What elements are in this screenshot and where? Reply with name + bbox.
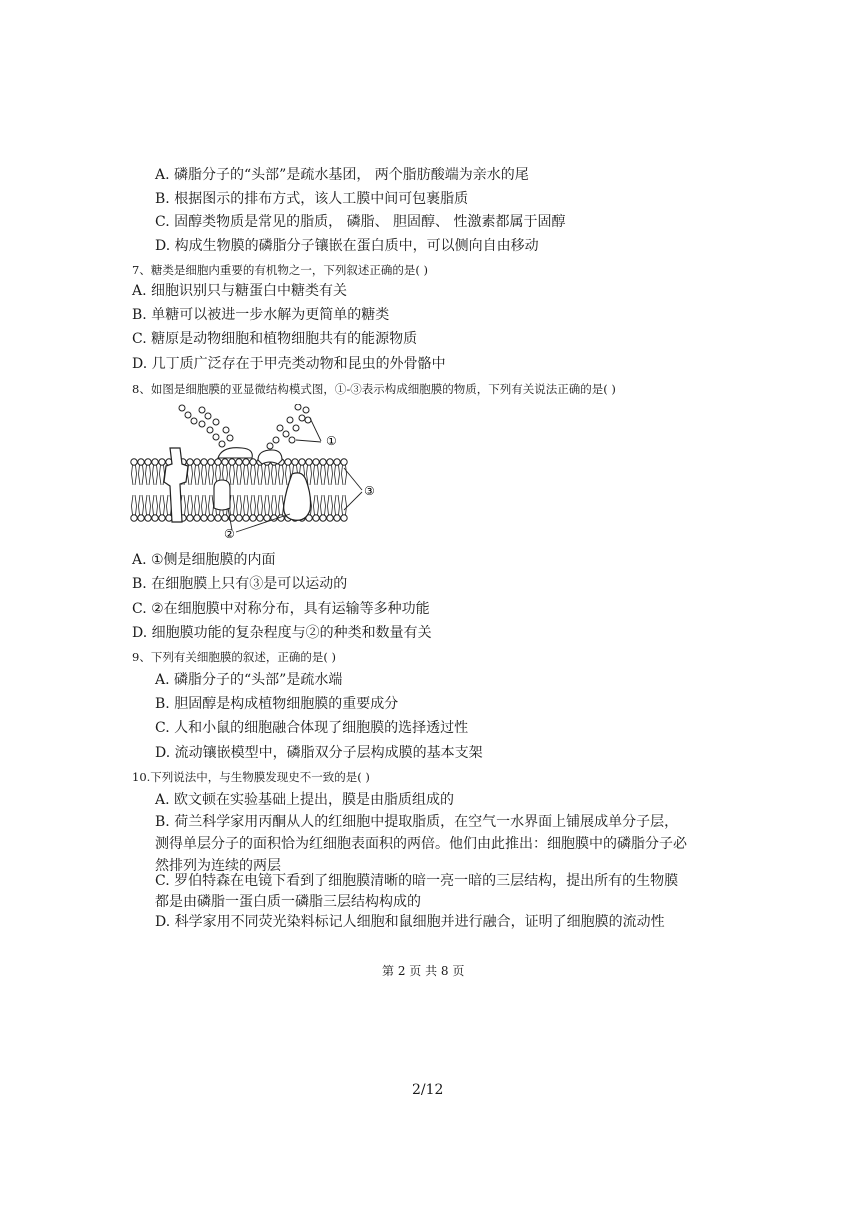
phospholipid-tail — [209, 495, 214, 515]
q6-option-d: D. 构成生物膜的磷脂分子镶嵌在蛋白质中，可以侧向自由移动 — [155, 238, 539, 254]
phospholipid-head-inner — [131, 515, 137, 521]
phospholipid-head-outer — [215, 459, 221, 465]
phospholipid-tail — [195, 465, 200, 485]
phospholipid-tail — [230, 465, 235, 485]
phospholipid-tail — [251, 495, 256, 515]
q9-option-a: A. 磷脂分子的“头部”是疏水端 — [155, 672, 343, 688]
q8-option-d: D. 细胞膜功能的复杂程度与②的种类和数量有关 — [132, 625, 432, 641]
phospholipid-head-inner — [208, 515, 214, 521]
phospholipid-tail — [132, 465, 137, 485]
q6-option-a: A. 磷脂分子的“头部”是疏水基团， 两个脂肪酸端为亲水的尾 — [155, 167, 529, 183]
cell-membrane-diagram — [130, 404, 390, 540]
phospholipid-head-inner — [236, 515, 242, 521]
phospholipid-head-inner — [327, 515, 333, 521]
phospholipid-head-outer — [250, 459, 256, 465]
q7-stem: 7、糖类是细胞内重要的有机物之一，下列叙述正确的是( ) — [132, 263, 428, 277]
q8-option-b: B. 在细胞膜上只有③是可以运动的 — [132, 576, 348, 592]
page-footer: 第 2 页 共 8 页 — [382, 964, 465, 978]
q10-option-b-line2: 测得单层分子的面积恰为红细胞表面积的两倍。他们由此推出：细胞膜中的磷脂分子必 — [155, 836, 687, 852]
q8-stem: 8、如图是细胞膜的亚显微结构模式图，①-③表示构成细胞膜的物质，下列有关说法正确的是( ) — [132, 382, 616, 396]
phospholipid-tail — [279, 495, 284, 515]
phospholipid-tail — [202, 465, 207, 485]
label-2: ② — [224, 527, 235, 540]
q10-option-d: D. 科学家用不同荧光染料标记人细胞和鼠细胞并进行融合，证明了细胞膜的流动性 — [155, 914, 665, 930]
q10-option-b-line1: B. 荷兰科学家用丙酮从人的红细胞中提取脂质，在空气一水界面上铺展成单分子层， — [155, 814, 679, 830]
q8-option-c: C. ②在细胞膜中对称分布，具有运输等多种功能 — [132, 601, 430, 617]
phospholipid-head-inner — [201, 515, 207, 521]
phospholipid-head-inner — [313, 515, 319, 521]
phospholipid-head-outer — [131, 459, 137, 465]
q9-option-b: B. 胆固醇是构成植物细胞膜的重要成分 — [155, 696, 399, 712]
phospholipid-tail — [244, 465, 249, 485]
peripheral-protein — [218, 448, 252, 458]
phospholipid-head-inner — [152, 515, 158, 521]
phospholipid-tail — [237, 465, 242, 485]
phospholipid-head-outer — [341, 459, 347, 465]
phospholipid-head-outer — [145, 459, 151, 465]
phospholipid-tail — [139, 495, 144, 515]
phospholipid-tail — [202, 495, 207, 515]
phospholipid-head-inner — [194, 515, 200, 521]
phospholipid-head-inner — [159, 515, 165, 521]
phospholipid-tail — [160, 495, 165, 515]
phospholipid-tail — [265, 495, 270, 515]
phospholipid-head-inner — [250, 515, 256, 521]
phospholipid-head-outer — [320, 459, 326, 465]
phospholipid-head-outer — [285, 459, 291, 465]
label-1: ① — [326, 434, 337, 448]
phospholipid-head-outer — [306, 459, 312, 465]
phospholipid-tail — [328, 495, 333, 515]
q7-option-a: A. 细胞识别只与糖蛋白中糖类有关 — [132, 283, 348, 299]
phospholipid-head-inner — [334, 515, 340, 521]
q9-option-c: C. 人和小鼠的细胞融合体现了细胞膜的选择透过性 — [155, 720, 469, 736]
phospholipid-tail — [251, 465, 256, 485]
phospholipid-tail — [132, 495, 137, 515]
q10-stem: 10.下列说法中，与生物膜发现史不一致的是( ) — [132, 770, 370, 784]
phospholipid-head-outer — [138, 459, 144, 465]
q9-stem: 9、下列有关细胞膜的叙述，正确的是( ) — [132, 650, 336, 664]
phospholipid-tail — [279, 465, 284, 485]
phospholipid-head-inner — [187, 515, 193, 521]
phospholipid-head-inner — [243, 515, 249, 521]
phospholipid-tail — [265, 465, 270, 485]
phospholipid-head-outer — [327, 459, 333, 465]
phospholipid-head-outer — [201, 459, 207, 465]
phospholipid-tail — [342, 495, 347, 515]
phospholipid-tail — [272, 495, 277, 515]
phospholipid-head-outer — [187, 459, 193, 465]
phospholipid-head-inner — [341, 515, 347, 521]
phospholipid-head-outer — [152, 459, 158, 465]
q10-option-c-line2: 都是由磷脂一蛋白质一磷脂三层结构构成的 — [155, 894, 421, 910]
channel-protein — [284, 473, 311, 520]
phospholipid-tail — [146, 465, 151, 485]
q9-option-d: D. 流动镶嵌模型中，磷脂双分子层构成膜的基本支架 — [155, 745, 483, 761]
phospholipid-tail — [244, 495, 249, 515]
q7-option-d: D. 几丁质广泛存在于甲壳类动物和昆虫的外骨骼中 — [132, 356, 446, 372]
phospholipid-head-inner — [257, 515, 263, 521]
phospholipid-tail — [146, 495, 151, 515]
phospholipid-head-outer — [292, 459, 298, 465]
phospholipid-head-outer — [243, 459, 249, 465]
phospholipid-tail — [153, 495, 158, 515]
phospholipid-head-inner — [215, 515, 221, 521]
phospholipid-head-inner — [138, 515, 144, 521]
phospholipid-head-outer — [159, 459, 165, 465]
phospholipid-head-outer — [229, 459, 235, 465]
q7-option-b: B. 单糖可以被进一步水解为更简单的糖类 — [132, 307, 390, 323]
q7-option-c: C. 糖原是动物细胞和植物细胞共有的能源物质 — [132, 331, 418, 347]
q10-option-c-line1: C. 罗伯特森在电镜下看到了细胞膜清晰的暗一亮一暗的三层结构，提出所有的生物膜 — [155, 873, 679, 889]
glycoprotein-sugar-chains — [179, 404, 311, 449]
phospholipid-tail — [314, 495, 319, 515]
phospholipid-head-outer — [222, 459, 228, 465]
phospholipid-tail — [314, 465, 319, 485]
phospholipid-tail — [153, 465, 158, 485]
q10-option-b-line3: 然排列为连续的两层 — [155, 858, 281, 874]
q6-option-c: C. 固醇类物质是常见的脂质， 磷脂、 胆固醇、 性激素都属于固醇 — [155, 214, 566, 230]
label-3: ③ — [364, 484, 375, 498]
phospholipid-tail — [272, 465, 277, 485]
q8-option-a: A. ①侧是细胞膜的内面 — [132, 552, 276, 568]
phospholipid-tail — [258, 465, 263, 485]
phospholipid-tail — [321, 465, 326, 485]
phospholipid-head-outer — [299, 459, 305, 465]
phospholipid-tail — [335, 465, 340, 485]
phospholipid-tail — [335, 495, 340, 515]
q10-option-a: A. 欧文顿在实验基础上提出，膜是由脂质组成的 — [155, 792, 455, 808]
phospholipid-tail — [321, 495, 326, 515]
phospholipid-tail — [195, 495, 200, 515]
phospholipid-head-outer — [208, 459, 214, 465]
phospholipid-head-inner — [222, 515, 228, 521]
phospholipid-head-inner — [320, 515, 326, 521]
phospholipid-tail — [237, 495, 242, 515]
phospholipid-head-outer — [236, 459, 242, 465]
q6-option-b: B. 根据图示的排布方式，该人工膜中间可包裹脂质 — [155, 191, 469, 207]
phospholipid-tail — [328, 465, 333, 485]
phospholipid-tail — [139, 465, 144, 485]
phospholipid-tail — [209, 465, 214, 485]
phospholipid-head-outer — [313, 459, 319, 465]
page-number: 2/12 — [412, 1082, 444, 1098]
phospholipid-tail — [188, 495, 193, 515]
phospholipid-head-inner — [145, 515, 151, 521]
phospholipid-tail — [258, 495, 263, 515]
phospholipid-head-inner — [264, 515, 270, 521]
phospholipid-head-outer — [194, 459, 200, 465]
embedded-protein — [214, 480, 230, 510]
phospholipid-head-outer — [334, 459, 340, 465]
surface-protein — [258, 450, 282, 464]
